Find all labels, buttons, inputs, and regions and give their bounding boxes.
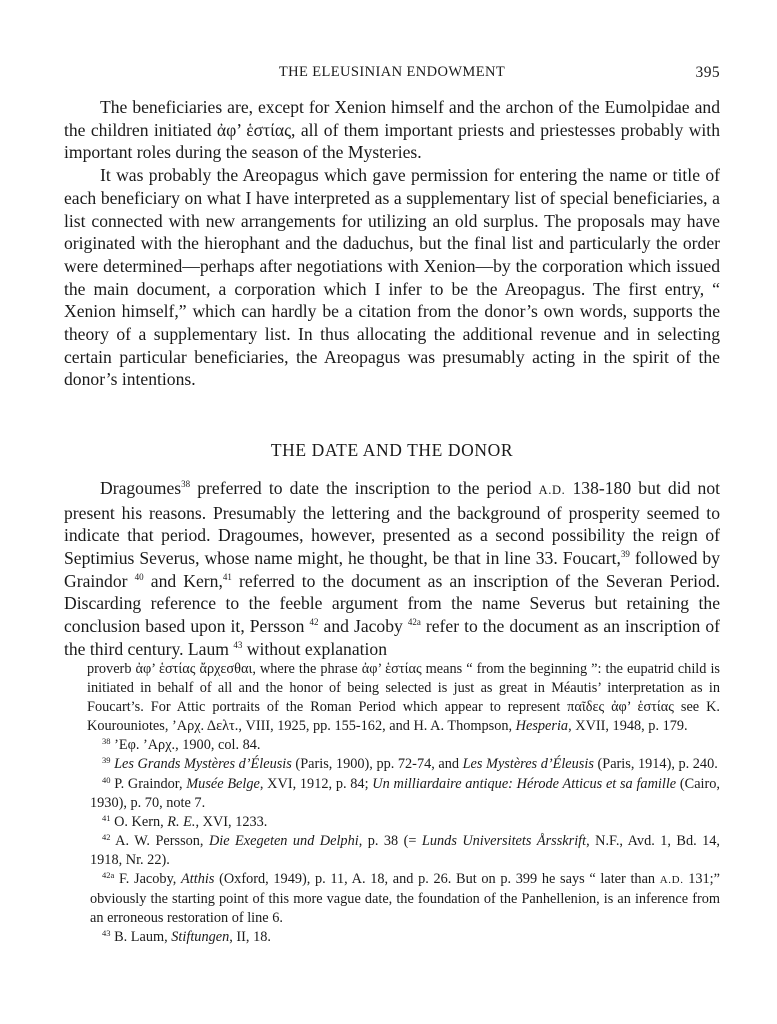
- book-title: Die Exegeten und Delphi: [208, 832, 359, 849]
- text-run: and Jacoby: [318, 616, 408, 637]
- text-run: preferred to date the inscription to the period: [190, 477, 539, 498]
- text-run: (Cairo, 1930), p. 70, note 7.: [90, 775, 720, 811]
- text-run: (Paris, 1900), pp. 72-74, and: [291, 756, 463, 773]
- text-run: , XVI, 1912, p. 84;: [259, 775, 373, 792]
- text-run: , XVII, 1948, p. 179.: [568, 718, 688, 735]
- footnote-mark: 38: [102, 736, 111, 747]
- book-title: Atthis: [181, 871, 215, 888]
- text-run: F. Jacoby,: [114, 871, 182, 888]
- footnote-ref-42: 42: [309, 617, 319, 628]
- text-run: proverb ἀφ’ ἑστίας ἄρχεσθαι, where the phrase ἀφ’ ἑστίας means “ from the beginning ”: the eupatrid child is initiated in behalf of all and the honor of being selected is just as great in Méautis’ interpretation as in Foucart’s. For Attic portraits of the Roman Period which appear to represent παῖδες ἀφ’ ἑστίας see K. Kourouniotes, ’Αρχ. Δελτ., VIII, 1925, pp. 155-162, and H. A. Thompson,: [87, 661, 720, 735]
- footnote-43: [90, 928, 720, 947]
- footnote-mark: 41: [102, 812, 111, 823]
- book-title: Stiftungen: [171, 929, 230, 946]
- page-number: 395: [695, 64, 720, 81]
- book-title: Les Grands Mystères d’Éleusis: [114, 756, 292, 773]
- text-run: 138-180 but did not present his reasons. Presumably the lettering and the background of prosperity seemed to indicate that period. Dragoumes, however, presented as a second possibility the reign of Septimius Severus, whose name might, he thought, be that in line 33. Foucart,: [64, 477, 721, 568]
- footnote-mark: 43: [102, 928, 111, 939]
- footnote-ref-43: 43: [233, 639, 243, 650]
- text-run: (Paris, 1914), p. 240.: [593, 756, 718, 773]
- footnote-40: [90, 775, 720, 813]
- footnote-mark: 40: [102, 774, 111, 785]
- footnote-ref-39: 39: [620, 548, 630, 559]
- text-run: refer to the document as an inscription of the third century. Laum: [64, 616, 720, 659]
- text-run: 131;” obviously the starting point of this more vague date, the foundation of the Panhellenion, is an inference from an erroneous restoration of line 6.: [90, 871, 721, 927]
- text-run: P. Graindor,: [110, 775, 187, 792]
- journal-title: Hesperia: [515, 718, 569, 735]
- text-run: , p. 38 (=: [358, 832, 422, 849]
- text-run: Dragoumes: [100, 477, 182, 498]
- book-title: Les Mystères d’Éleusis: [462, 756, 594, 773]
- footnote-ref-40: 40: [134, 571, 144, 582]
- text-run: referred to the document as an inscription of the Severan Period. Discarding reference to the feeble argument from the name Severus but retaining the conclusion based upon it, Persson: [64, 570, 720, 637]
- body-text: [64, 96, 720, 660]
- section-heading: THE DATE AND THE DONOR: [270, 440, 514, 461]
- footnotes: [87, 660, 721, 947]
- journal-title: R. E.: [167, 813, 196, 830]
- footnote-38: [90, 736, 720, 755]
- paragraph-date: [64, 477, 720, 661]
- footnote-39: [90, 755, 720, 774]
- running-head: [64, 64, 720, 86]
- book-title: Un milliardaire antique: Hérode Atticus et sa famille: [372, 775, 677, 792]
- text-run: B. Laum,: [110, 929, 172, 946]
- paragraph-beneficiaries: The beneficiaries are, except for Xenion himself and the archon of the Eumolpidae and the children initiated ἀφ’ ἑστίας, all of them important priests and priestesses probably with important roles during the season of the Mysteries.: [64, 97, 720, 163]
- text-run: A. W. Persson,: [110, 832, 209, 849]
- text-run: O. Kern,: [110, 813, 168, 830]
- footnote-42: [90, 832, 720, 870]
- era-abbrev: A.D.: [538, 482, 566, 497]
- text-run: without explanation: [242, 638, 388, 659]
- footnote-ref-42a: 42a: [407, 617, 421, 628]
- footnote-ref-41: 41: [222, 571, 232, 582]
- text-run: , XVI, 1233.: [195, 813, 268, 830]
- era-abbrev: A.D.: [659, 874, 684, 887]
- footnote-mark: 42a: [102, 870, 115, 881]
- paragraph-areopagus: It was probably the Areopagus which gave permission for entering the name or title of each beneficiary on what I have interpreted as a supplementary list of special beneficiaries, a list connected with new arrangements for utilizing an old surplus. The proposals may have originated with the hierophant and the daduchus, but the final list and particularly the order were determined—perhaps after negotiations with Xenion—by the corporation which issued the main document, a corporation which I infer to be the Areopagus. The first entry, “ Xenion himself,” which can hardly be a citation from the donor’s own words, supports the theory of a supplementary list. In thus allocating the additional revenue and in selecting certain particular beneficiaries, the Areopagus was presumably acting in the spirit of the donor’s intentions.: [64, 165, 720, 390]
- footnote-ref-38: 38: [181, 478, 191, 489]
- footnote-41: [90, 813, 720, 832]
- footnote-mark: 39: [102, 755, 111, 766]
- footnote-42a: [90, 870, 720, 928]
- text-run: (Oxford, 1949), p. 11, A. 18, and p. 26. But on p. 399 he says “ later than: [214, 871, 660, 888]
- text-run: , N.F., Avd. 1, Bd. 14, 1918, Nr. 22).: [90, 832, 720, 868]
- text-run: ’Εφ. ’Αρχ., 1900, col. 84.: [110, 737, 261, 754]
- text-run: followed by Graindor: [64, 547, 720, 591]
- footnote-mark: 42: [102, 831, 111, 842]
- journal-title: Musée Belge: [186, 775, 260, 792]
- text-run: , II, 18.: [229, 929, 271, 946]
- footnote-continuation: [87, 660, 720, 736]
- journal-title: Lunds Universitets Årsskrift: [421, 832, 587, 849]
- text-run: and Kern,: [143, 570, 223, 591]
- running-title: THE ELEUSINIAN ENDOWMENT: [278, 64, 506, 80]
